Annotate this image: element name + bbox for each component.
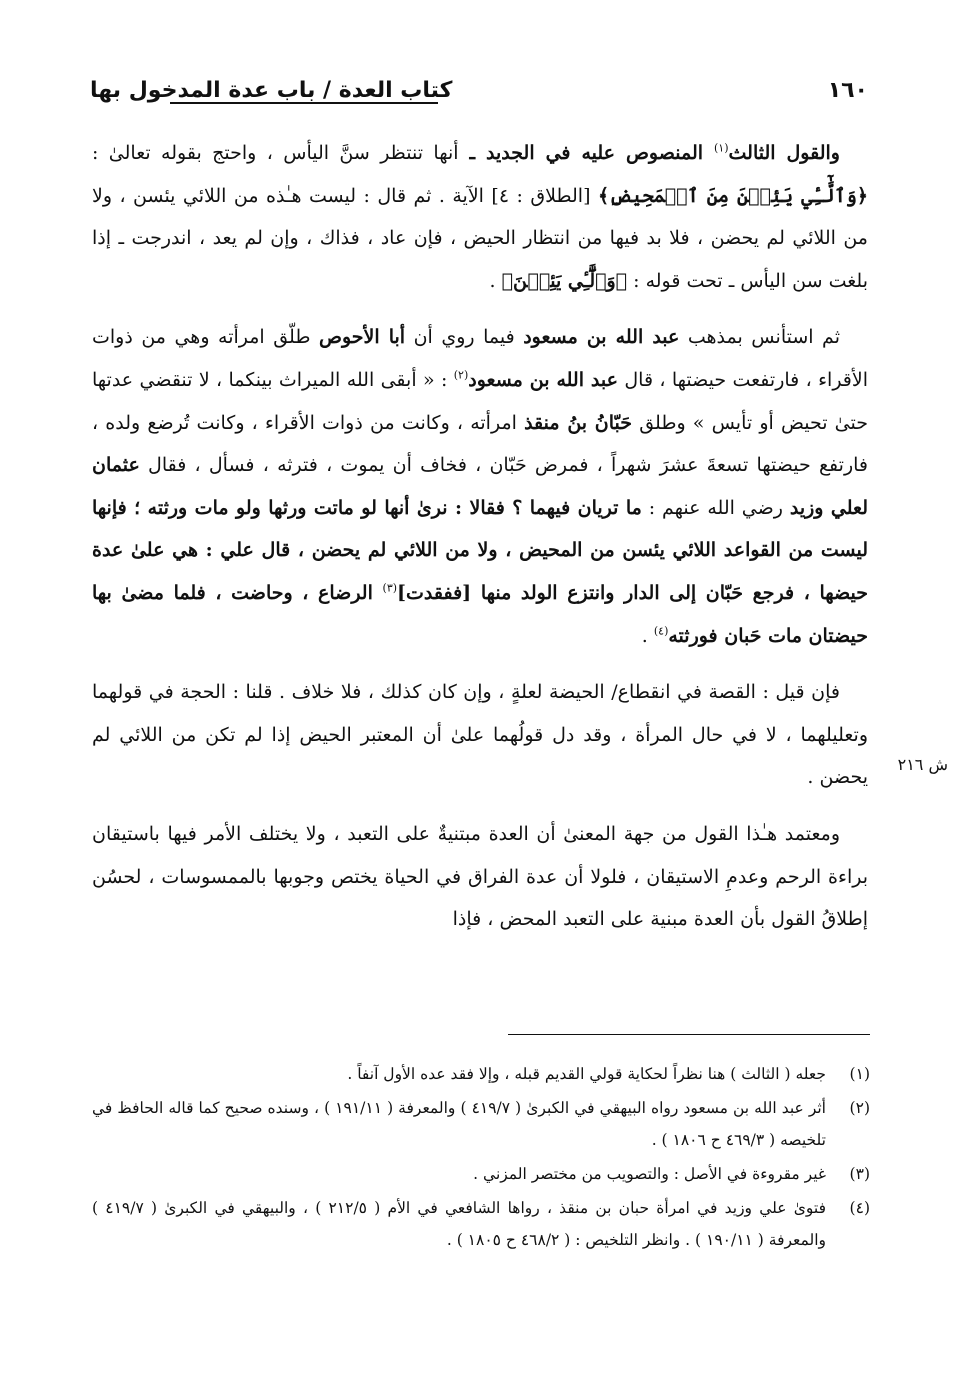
footnote	[92, 1192, 870, 1256]
bold-text: عبد الله بن مسعود	[468, 368, 618, 391]
text-run: ثم استأنس بمذهب	[679, 326, 840, 349]
bold-text: والقول الثالث	[728, 142, 840, 164]
paragraph	[92, 813, 868, 941]
footnote-number: (١)	[849, 1065, 870, 1083]
header-rule	[170, 102, 438, 104]
page-number: ١٦٠	[827, 78, 868, 103]
text-run: [الطلاق : ٤] الآية . ثم قال : ليست هـٰذه من اللائي يئسن ، ولا من اللائي لم يحضن ، فلا بد فيها من انتظار الحيض ، فإن عاد ، فذاك ، وإن لم يعد ، اندرجت ـ إذا بلغت سن اليأس ـ تحت قوله :	[92, 184, 868, 292]
footnote-number: (٤)	[849, 1199, 870, 1217]
footnote-text: فتوىٰ علي وزيد في امرأة حبان بن منقذ ، رواها الشافعي في الأم ( ٢١٢/٥ ) ، والبيهقي في الكبرىٰ ( ٤١٩/٧ ) والمعرفة ( ١٩٠/١١ ) . وانظر التلخيص : ( ٤٦٨/٢ ح ١٨٠٥ ) .	[92, 1199, 826, 1249]
text-run: أنها تنتظر سنَّ اليأس ، واحتج بقوله تعالىٰ :	[92, 142, 459, 164]
bold-text: عبد الله بن مسعود	[523, 326, 680, 349]
text-run: : « أبقى الله الميراث بينكما ، لا تنقضي عدتها حتىٰ تحيض أو تأيس » وطلق	[92, 368, 869, 434]
chapter-title: كتاب العدة / باب عدة المدخول بها	[90, 78, 453, 103]
footnote-text: جعله ( الثالث ) هنا نظراً لحكاية قولي القديم قبله ، وإلا فقد عده الأول آنفاً .	[347, 1065, 826, 1083]
running-header	[90, 78, 868, 118]
bold-text: أبا الأحوص	[319, 326, 406, 349]
text-run: طلّق امرأته وهي من ذوات الأقراء ، فارتفعت حيضتها ، قال	[92, 326, 868, 391]
footnote	[92, 1058, 870, 1090]
text-run: فيما روي أن	[405, 326, 524, 349]
paragraph	[92, 316, 868, 657]
text-run: ومعتمد هـٰذا القول من جهة المعنىٰ أن العدة مبتنيةٌ على التعبد ، ولا يختلف الأمر فيها باستيقان براءة الرحم وعدمِ الاستيقان ، فلولا أن عدة الفراق في الحياة يختص وجوبها بالممسوسات ، لحسُن إطلاقُ القول بأن العدة مبنية على التعبد المحض ، فإذا	[92, 822, 868, 931]
bold-text: ما تريان فيهما ؟ فقالا : نرىٰ أنها لو ماتت ورثها ولو مات ورثته ؛ فإنها ليست من القواعد اللائي يئسن من المحيض ، ولا من اللائي لم يحضن ، قال علي : هي علىٰ عدة حيضها ، فرجع حَبّان إلى الدار وانتزع الولد منها [ففقدت]	[92, 496, 868, 604]
paragraph	[92, 132, 868, 302]
text-run: فإن قيل : القصة في انقطاع/ الحيضة لعلةٍ ، وإن كان كذلك ، فلا خلاف . قلنا : الحجة في قولهما وتعليلهما ، لا في حال المرأة ، وقد دل قولُهما علىٰ أن المعتبر الحيض إذا لم تكن من اللائي لم يحضن .	[92, 681, 868, 789]
bold-text: ﴿وَٱلَّٰٓـِٔي يَئِسۡنَ﴾	[501, 269, 628, 292]
text-run: .	[489, 269, 502, 292]
text-run: .	[641, 624, 654, 647]
footnote-text: غير مقروءة في الأصل : والتصويب من مختصر المزني .	[473, 1165, 826, 1183]
bold-text: حَبّانُ بنُ منقذ	[524, 411, 633, 434]
main-text	[92, 132, 868, 955]
footnote-ref: (٤)	[653, 624, 669, 638]
footnote-ref: (١)	[713, 141, 729, 155]
bold-text: عثمان لعلي وزيد	[92, 454, 868, 519]
bold-text: ﴿وَٱلَّٰٓـِٔي يَئِسۡنَ مِنَ ٱلۡمَحِيضِ﴾	[597, 184, 869, 207]
footnote	[92, 1092, 870, 1156]
footnote-number: (٢)	[849, 1099, 870, 1117]
manuscript-folio-note: ش ٢١٦	[897, 755, 948, 774]
footnote-number: (٣)	[849, 1165, 870, 1183]
footnote	[92, 1158, 870, 1190]
bold-text: المنصوص عليه في الجديد ـ	[458, 142, 714, 164]
text-run: امرأته ، وكانت من ذوات الأقراء ، وكانت تُرضع ولده ، فارتفع حيضتها تسعةَ عشرَ شهراً ، فمرض حَبّان ، فخاف أن يموت ، فترثه ، فسأل ، فقال	[92, 411, 868, 477]
footnote-ref: (٢)	[453, 368, 469, 382]
text-run: رضي الله عنهم :	[641, 496, 790, 519]
footnote-rule	[508, 1034, 870, 1035]
footnote-ref: (٣)	[382, 581, 398, 595]
footnotes	[92, 1058, 870, 1258]
bold-text: الرضاع ، وحاضت ، فلما مضىٰ بها حيضتان مات حَبان فورثته	[92, 581, 868, 647]
footnote-text: أثر عبد الله بن مسعود رواه البيهقي في الكبرىٰ ( ٤١٩/٧ ) والمعرفة ( ١٩١/١١ ) ، وسنده صحيح كما قاله الحافظ في تلخيصه ( ٤٦٩/٣ ح ١٨٠٦ ) .	[92, 1099, 826, 1149]
paragraph	[92, 671, 868, 799]
